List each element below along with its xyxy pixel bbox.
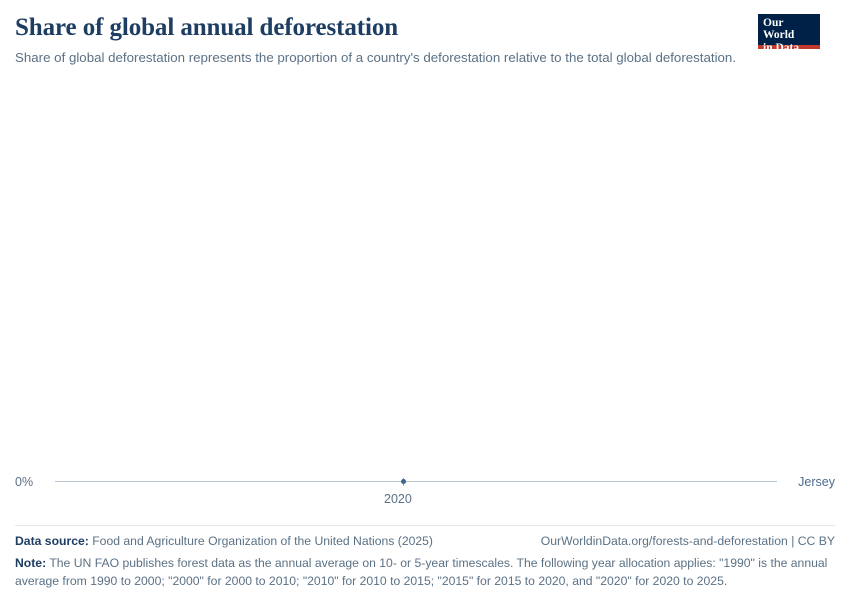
x-axis-line — [55, 481, 777, 482]
owid-logo[interactable] — [758, 14, 820, 54]
data-source-value: Food and Agriculture Organization of the United Nations (2025) — [92, 534, 433, 549]
page-title: Share of global annual deforestation — [15, 14, 399, 41]
footer-note — [15, 555, 835, 590]
footer-divider — [15, 525, 835, 526]
chart-header — [15, 0, 835, 67]
owid-logo-line1: Our World — [763, 17, 795, 42]
data-point-jersey-2020[interactable] — [401, 479, 406, 484]
footer-note-label: Note: — [15, 556, 47, 571]
y-axis-tick-0: 0% — [15, 475, 34, 489]
series-label-jersey[interactable]: Jersey — [798, 475, 835, 489]
chart-subtitle: Share of global deforestation represents the proportion of a country's deforestation relative to the total global deforestation. — [15, 49, 737, 65]
chart-footer — [15, 525, 835, 590]
owid-logo-line2: in Data — [763, 41, 800, 54]
chart-plot-area[interactable] — [15, 100, 835, 506]
footer-source-row — [15, 533, 835, 550]
data-source — [15, 533, 433, 550]
x-axis-tick-label: 2020 — [384, 492, 412, 506]
data-source-label: Data source: — [15, 534, 89, 549]
footer-note-text: The UN FAO publishes forest data as the annual average on 10- or 5-year timescales. The following year allocation applies: "1990" is the annual average from 1990 to 2000; "2000" for 2000 to 2010; "2010" for 2010 to 2015; "2015" for 2015 to 2020, and "2020" for 2020 to 2025. — [15, 556, 828, 588]
owid-link[interactable]: OurWorldinData.org/forests-and-deforestation | CC BY — [540, 534, 835, 549]
